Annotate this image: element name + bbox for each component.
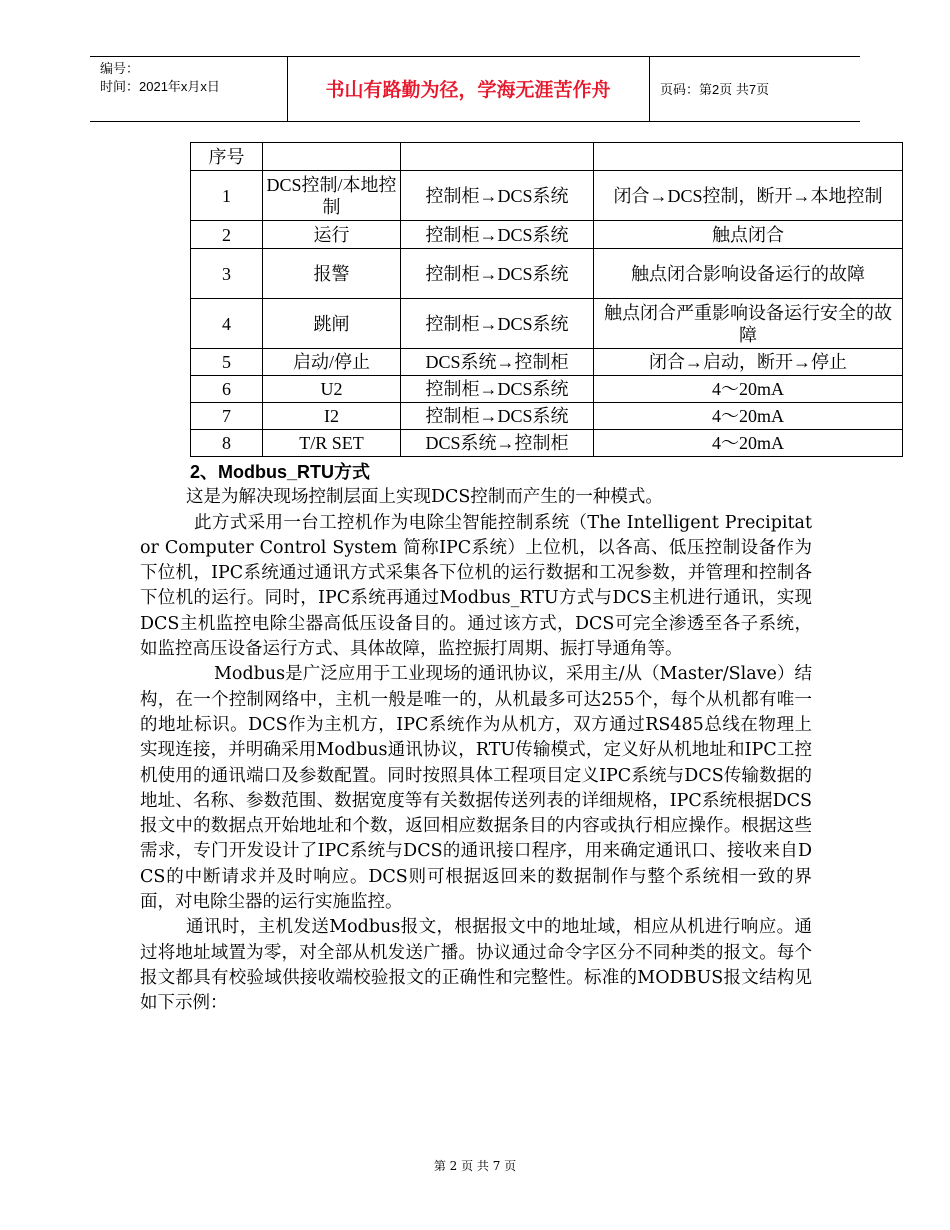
paragraph: Modbus是广泛应用于工业现场的通讯协议，采用主/从（Master/Slave）结构，在一个控制网络中，主机一般是唯一的，从机最多可达255个，每个从机都有唯一的地址标识。DCS作为主机方，IPC系统作为从机方，双方通过RS485总线在物理上实现连接，并明确采用Modbus通讯协议，RTU传输模式，定义好从机地址和IPC工控机使用的通讯端口及参数配置。同时按照具体工程项目定义IPC系统与DCS传输数据的地址、名称、参数范围、数据宽度等有关数据传送列表的详细规格，IPC系统根据DCS报文中的数据点开始地址和个数，返回相应数据条目的内容或执行相应操作。根据这些需求，专门开发设计了IPC系统与DCS的通讯接口程序，用来确定通讯口、接收来自DCS的中断请求并及时响应。DCS则可根据返回来的数据制作与整个系统相一致的界面，对电除尘器的运行实施监控。: [140, 664, 812, 913]
table-header-cell: [263, 143, 401, 171]
table-cell: DCS系统→控制柜: [401, 430, 594, 457]
table-cell: 5: [191, 349, 263, 376]
paragraph: 通讯时，主机发送Modbus报文，根据报文中的地址域，相应从机进行响应。通过将地址域置为零，对全部从机发送广播。协议通过命令字区分不同种类的报文。每个报文都具有校验域供接收端校验报文的正确性和完整性。标准的MODBUS报文结构见如下示例：: [140, 917, 812, 1014]
header-meta: [100, 60, 285, 96]
table-cell: 跳闸: [263, 299, 401, 349]
header-motto: 书山有路勤为径，学海无涯苦作舟: [325, 79, 611, 101]
table-row: [191, 171, 903, 221]
table-row: [191, 249, 903, 299]
table-cell: 运行: [263, 221, 401, 249]
table-row: [191, 221, 903, 249]
table-cell: 闭合→DCS控制，断开→本地控制: [594, 171, 903, 221]
table-row: [191, 349, 903, 376]
table-cell: 控制柜→DCS系统: [401, 403, 594, 430]
table-cell: DCS系统→控制柜: [401, 349, 594, 376]
table-cell: 2: [191, 221, 263, 249]
table-cell: DCS控制/本地控制: [263, 171, 401, 221]
table-row: [191, 299, 903, 349]
doc-time-label: 时间：2021年x月x日: [100, 79, 220, 94]
table-cell: 4～20mA: [594, 403, 903, 430]
table-cell: 7: [191, 403, 263, 430]
table-cell: 报警: [263, 249, 401, 299]
table-header-cell: 序号: [191, 143, 263, 171]
section-heading: 2、Modbus_RTU方式: [190, 462, 370, 482]
table-cell: 4～20mA: [594, 376, 903, 403]
table-cell: 1: [191, 171, 263, 221]
table-cell: 启动/停止: [263, 349, 401, 376]
table-cell: I2: [263, 403, 401, 430]
table-cell: 控制柜→DCS系统: [401, 221, 594, 249]
table-row: [191, 430, 903, 457]
header-bottom-rule: [90, 121, 860, 122]
table-cell: 控制柜→DCS系统: [401, 249, 594, 299]
page-footer: 第 2 页 共 7 页: [433, 1159, 517, 1173]
paragraph: 这是为解决现场控制层面上实现DCS控制而产生的一种模式。: [186, 487, 663, 508]
table-cell: 3: [191, 249, 263, 299]
table-row: [191, 403, 903, 430]
table-row: [191, 376, 903, 403]
table-cell: 触点闭合严重影响设备运行安全的故障: [594, 299, 903, 349]
table-cell: 控制柜→DCS系统: [401, 299, 594, 349]
table-cell: 4: [191, 299, 263, 349]
table-header-cell: [594, 143, 903, 171]
table-cell: U2: [263, 376, 401, 403]
table-cell: 4～20mA: [594, 430, 903, 457]
table-cell: 闭合→启动，断开→停止: [594, 349, 903, 376]
table-header-row: [191, 143, 903, 171]
table-cell: 8: [191, 430, 263, 457]
table-cell: 控制柜→DCS系统: [401, 171, 594, 221]
table-cell: T/R SET: [263, 430, 401, 457]
signal-table: [190, 142, 903, 457]
header-page-label: 页码：第2页 共7页: [660, 82, 770, 97]
paragraph: 此方式采用一台工控机作为电除尘智能控制系统（The Intelligent Precipitator Computer Control System 简称IPC系统）上位机，以各高、低压控制设备作为下位机，IPC系统通过通讯方式采集各下位机的运行数据和工况参数，并管理和控制各下位机的运行。同时，IPC系统再通过Modbus_RTU方式与DCS主机进行通讯，实现DCS主机监控电除尘器高低压设备目的。通过该方式，DCS可完全渗透至各子系统，如监控高压设备运行方式、具体故障，监控振打周期、振打导通角等。: [140, 512, 812, 660]
doc-number-label: 编号：: [100, 61, 140, 76]
table-cell: 6: [191, 376, 263, 403]
table-cell: 控制柜→DCS系统: [401, 376, 594, 403]
section-body: [140, 460, 812, 1017]
table-cell: 触点闭合影响设备运行的故障: [594, 249, 903, 299]
header-divider-2: [649, 56, 650, 121]
table-header-cell: [401, 143, 594, 171]
table-cell: 触点闭合: [594, 221, 903, 249]
